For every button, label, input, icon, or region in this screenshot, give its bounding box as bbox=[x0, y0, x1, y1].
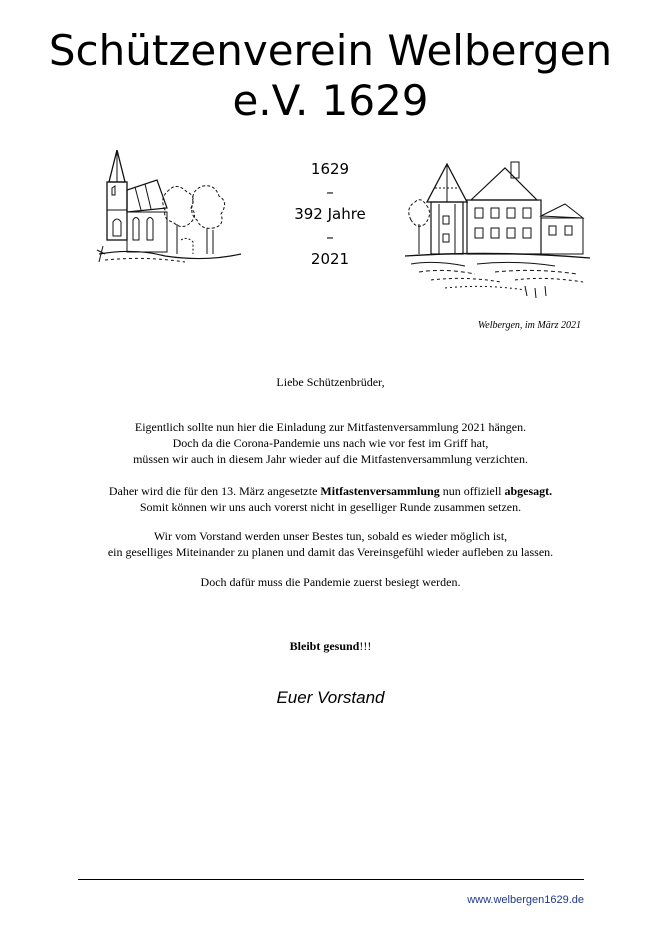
club-age: 392 Jahre bbox=[294, 205, 366, 223]
dash-separator: – bbox=[326, 227, 334, 246]
anniversary-years bbox=[260, 158, 400, 271]
year-current: 2021 bbox=[310, 250, 350, 268]
paragraph-2 bbox=[40, 483, 621, 515]
website-link[interactable]: www.welbergen1629.de bbox=[467, 894, 584, 906]
text-segment: nun offiziell bbox=[439, 484, 505, 498]
closing-line bbox=[40, 638, 621, 654]
paragraph-line: Eigentlich sollte nun hier die Einladung zur Mitfastenversammlung 2021 hängen. bbox=[134, 420, 527, 434]
title-line-2: e.V. 1629 bbox=[232, 76, 429, 125]
greeting-text: Liebe Schützenbrüder, bbox=[276, 375, 385, 389]
year-founded: 1629 bbox=[310, 160, 350, 178]
paragraph-4 bbox=[40, 574, 621, 590]
church-sketch bbox=[95, 150, 245, 270]
paragraph-line bbox=[40, 483, 621, 499]
closing-bold: Bleibt gesund bbox=[289, 639, 360, 653]
paragraph-line: Somit können wir uns auch vorerst nicht in geselliger Runde zusammen setzen. bbox=[139, 500, 522, 514]
paragraph-line: müssen wir auch in diesem Jahr wieder auf die Mitfastenversammlung verzichten. bbox=[133, 452, 528, 466]
paragraph-line: ein geselliges Miteinander zu planen und damit das Vereinsgefühl wieder aufleben zu lassen. bbox=[107, 545, 554, 559]
paragraph-1 bbox=[40, 419, 621, 467]
castle-sketch bbox=[405, 160, 590, 300]
greeting bbox=[40, 374, 621, 390]
cancelled-label: abgesagt. bbox=[504, 484, 553, 498]
signature: Euer Vorstand bbox=[276, 688, 385, 707]
paragraph-line: Doch dafür muss die Pandemie zuerst besiegt werden. bbox=[200, 575, 461, 589]
footer-divider bbox=[78, 879, 584, 880]
dash-separator: – bbox=[326, 182, 334, 201]
paragraph-3 bbox=[40, 528, 621, 560]
meeting-name: Mitfastenversammlung bbox=[320, 484, 440, 498]
title-line-1: Schützenverein Welbergen bbox=[48, 26, 613, 75]
dateline: Welbergen, im März 2021 bbox=[477, 320, 581, 331]
paragraph-line: Doch da die Corona-Pandemie uns nach wie vor fest im Griff hat, bbox=[172, 436, 489, 450]
closing-exclamation: !!! bbox=[359, 639, 372, 653]
closing bbox=[40, 638, 621, 654]
text-segment: Daher wird die für den 13. März angesetzte bbox=[108, 484, 321, 498]
paragraph-line: Wir vom Vorstand werden unser Bestes tun, sobald es wieder möglich ist, bbox=[153, 529, 508, 543]
